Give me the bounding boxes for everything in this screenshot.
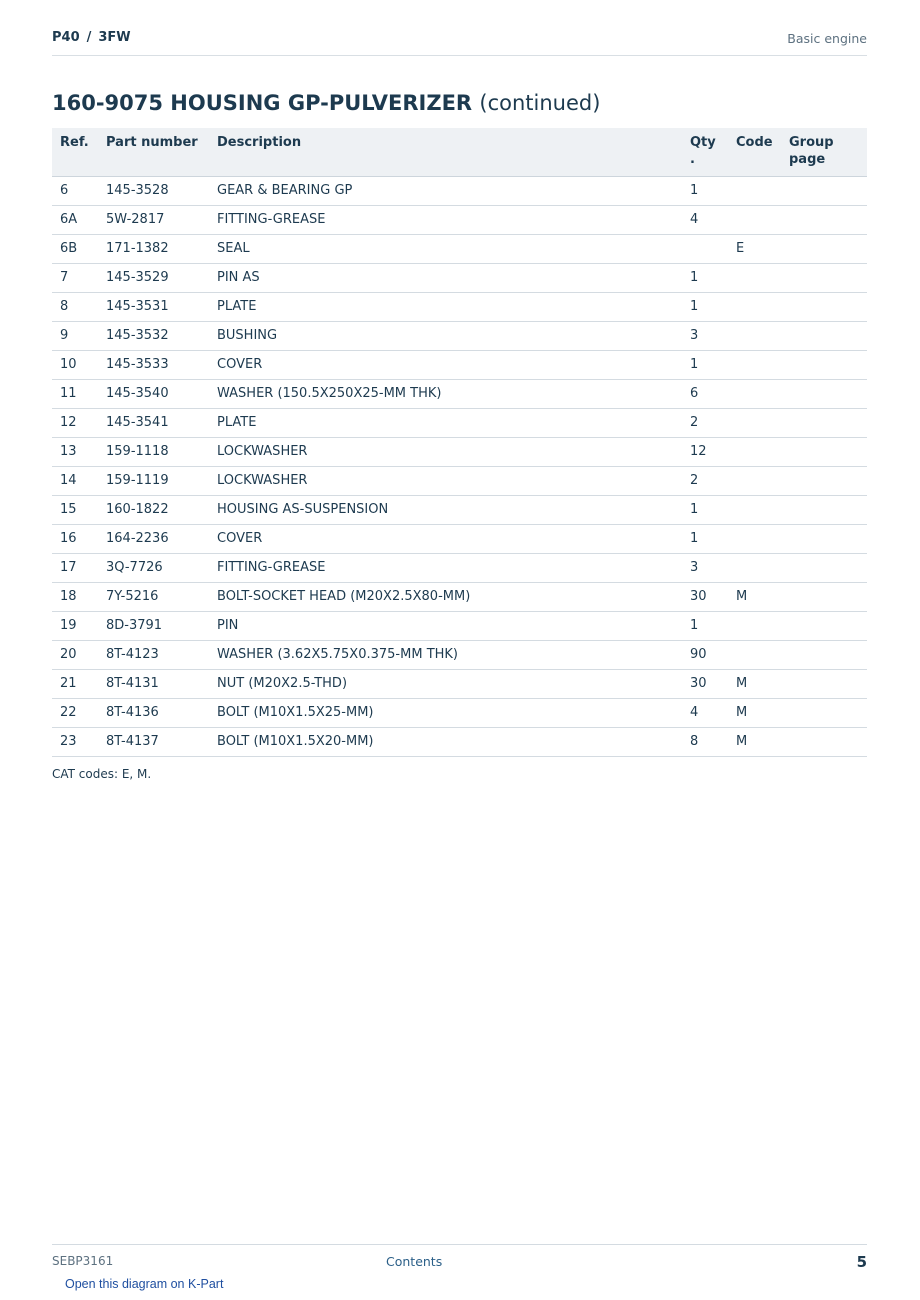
cell-qty: 1 (682, 351, 728, 380)
parts-table-header (52, 128, 867, 177)
table-row (52, 699, 867, 728)
cell-group-page (781, 351, 867, 380)
column-header-group-page: Group page (781, 128, 867, 177)
cell-ref: 22 (52, 699, 98, 728)
cell-qty: 30 (682, 670, 728, 699)
cell-ref: 9 (52, 322, 98, 351)
cell-qty: 6 (682, 380, 728, 409)
cell-part-number: 145-3533 (98, 351, 209, 380)
cell-qty: 1 (682, 612, 728, 641)
cell-qty: 1 (682, 525, 728, 554)
cell-qty: 2 (682, 409, 728, 438)
cell-part-number: 159-1118 (98, 438, 209, 467)
table-row (52, 583, 867, 612)
cell-qty: 2 (682, 467, 728, 496)
cell-ref: 11 (52, 380, 98, 409)
table-row (52, 641, 867, 670)
cell-group-page (781, 496, 867, 525)
table-row (52, 670, 867, 699)
cell-part-number: 8T-4123 (98, 641, 209, 670)
cell-ref: 16 (52, 525, 98, 554)
cell-description: COVER (209, 525, 682, 554)
cell-code (728, 322, 781, 351)
cell-group-page (781, 380, 867, 409)
cell-qty: 1 (682, 264, 728, 293)
cell-ref: 7 (52, 264, 98, 293)
cell-group-page (781, 525, 867, 554)
cell-description: PLATE (209, 293, 682, 322)
cell-ref: 18 (52, 583, 98, 612)
page-title (52, 88, 600, 118)
cell-description: PLATE (209, 409, 682, 438)
cell-part-number: 7Y-5216 (98, 583, 209, 612)
cell-part-number: 8T-4136 (98, 699, 209, 728)
table-row (52, 351, 867, 380)
group-title: 160-9075 HOUSING GP-PULVERIZER (52, 91, 473, 115)
cell-group-page (781, 612, 867, 641)
cell-group-page (781, 554, 867, 583)
cell-ref: 23 (52, 728, 98, 757)
header-row (52, 128, 867, 177)
cell-group-page (781, 177, 867, 206)
cell-code: M (728, 699, 781, 728)
contents-link[interactable]: Contents (386, 1254, 443, 1269)
cell-code: E (728, 235, 781, 264)
cell-code: M (728, 670, 781, 699)
cell-ref: 6 (52, 177, 98, 206)
cell-code (728, 206, 781, 235)
breadcrumb-separator: / (86, 30, 92, 45)
table-row (52, 206, 867, 235)
cell-ref: 6A (52, 206, 98, 235)
cell-ref: 13 (52, 438, 98, 467)
table-row (52, 467, 867, 496)
cell-description: BUSHING (209, 322, 682, 351)
breadcrumb (52, 30, 131, 45)
cell-part-number: 145-3528 (98, 177, 209, 206)
cell-description: SEAL (209, 235, 682, 264)
cell-part-number: 145-3540 (98, 380, 209, 409)
cell-group-page (781, 264, 867, 293)
cell-part-number: 171-1382 (98, 235, 209, 264)
page-number: 5 (856, 1253, 867, 1271)
cell-code (728, 293, 781, 322)
cell-description: PIN (209, 612, 682, 641)
cell-group-page (781, 641, 867, 670)
table-row (52, 380, 867, 409)
table-row (52, 264, 867, 293)
cell-code: M (728, 583, 781, 612)
cell-part-number: 5W-2817 (98, 206, 209, 235)
cell-ref: 14 (52, 467, 98, 496)
cell-description: WASHER (150.5X250X25-MM THK) (209, 380, 682, 409)
cell-part-number: 145-3532 (98, 322, 209, 351)
cell-description: WASHER (3.62X5.75X0.375-MM THK) (209, 641, 682, 670)
cell-group-page (781, 583, 867, 612)
breadcrumb-prefix: 3FW (98, 30, 131, 45)
cell-part-number: 8T-4131 (98, 670, 209, 699)
breadcrumb-model: P40 (52, 30, 80, 45)
column-header-description: Description (209, 128, 682, 177)
cell-description: BOLT (M10X1.5X25-MM) (209, 699, 682, 728)
cell-description: HOUSING AS-SUSPENSION (209, 496, 682, 525)
cell-qty: 3 (682, 554, 728, 583)
cell-part-number: 145-3529 (98, 264, 209, 293)
cell-part-number: 145-3541 (98, 409, 209, 438)
cell-ref: 8 (52, 293, 98, 322)
cell-qty: 4 (682, 206, 728, 235)
table-row (52, 322, 867, 351)
cell-ref: 6B (52, 235, 98, 264)
cell-group-page (781, 467, 867, 496)
page-footer (52, 1244, 867, 1275)
cell-code (728, 612, 781, 641)
cell-qty: 12 (682, 438, 728, 467)
cell-part-number: 145-3531 (98, 293, 209, 322)
cell-ref: 12 (52, 409, 98, 438)
cell-code: M (728, 728, 781, 757)
cell-code (728, 525, 781, 554)
cell-part-number: 159-1119 (98, 467, 209, 496)
table-row (52, 554, 867, 583)
cell-qty (682, 235, 728, 264)
column-header-code: Code (728, 128, 781, 177)
cell-code (728, 554, 781, 583)
cell-group-page (781, 322, 867, 351)
cell-code (728, 380, 781, 409)
open-diagram-kpart-link[interactable]: Open this diagram on K-Part (65, 1277, 224, 1291)
table-row (52, 438, 867, 467)
cell-description: FITTING-GREASE (209, 554, 682, 583)
column-header-ref: Ref. (52, 128, 98, 177)
cell-ref: 10 (52, 351, 98, 380)
cell-description: LOCKWASHER (209, 438, 682, 467)
cell-group-page (781, 206, 867, 235)
cell-qty: 90 (682, 641, 728, 670)
cell-qty: 3 (682, 322, 728, 351)
cell-qty: 8 (682, 728, 728, 757)
cell-code (728, 264, 781, 293)
table-row (52, 409, 867, 438)
column-header-qty: Qty . (682, 128, 728, 177)
cell-description: LOCKWASHER (209, 467, 682, 496)
table-row (52, 235, 867, 264)
cell-group-page (781, 728, 867, 757)
table-row (52, 525, 867, 554)
cell-part-number: 3Q-7726 (98, 554, 209, 583)
cell-code (728, 438, 781, 467)
cell-qty: 1 (682, 177, 728, 206)
cell-group-page (781, 670, 867, 699)
cell-qty: 1 (682, 496, 728, 525)
cell-group-page (781, 235, 867, 264)
table-row (52, 177, 867, 206)
table-row (52, 293, 867, 322)
cell-code (728, 177, 781, 206)
cell-group-page (781, 438, 867, 467)
cell-description: COVER (209, 351, 682, 380)
cell-qty: 30 (682, 583, 728, 612)
document-id: SEBP3161 (52, 1254, 114, 1268)
cell-code (728, 409, 781, 438)
cell-code (728, 496, 781, 525)
page-header (52, 28, 867, 56)
cell-group-page (781, 293, 867, 322)
cell-ref: 15 (52, 496, 98, 525)
parts-table (52, 128, 867, 757)
cell-description: FITTING-GREASE (209, 206, 682, 235)
cell-qty: 4 (682, 699, 728, 728)
cell-description: GEAR & BEARING GP (209, 177, 682, 206)
cell-description: BOLT (M10X1.5X20-MM) (209, 728, 682, 757)
cell-description: PIN AS (209, 264, 682, 293)
table-row (52, 612, 867, 641)
cell-qty: 1 (682, 293, 728, 322)
cell-ref: 19 (52, 612, 98, 641)
cell-ref: 17 (52, 554, 98, 583)
title-continued: (continued) (479, 91, 601, 115)
cell-part-number: 160-1822 (98, 496, 209, 525)
cell-description: BOLT-SOCKET HEAD (M20X2.5X80-MM) (209, 583, 682, 612)
cell-part-number: 8D-3791 (98, 612, 209, 641)
section-name: Basic engine (787, 31, 867, 46)
parts-table-body (52, 177, 867, 757)
cell-group-page (781, 699, 867, 728)
cell-ref: 20 (52, 641, 98, 670)
table-row (52, 728, 867, 757)
cell-description: NUT (M20X2.5-THD) (209, 670, 682, 699)
cell-ref: 21 (52, 670, 98, 699)
cat-codes-note: CAT codes: E, M. (52, 767, 152, 781)
cell-part-number: 164-2236 (98, 525, 209, 554)
cell-code (728, 467, 781, 496)
column-header-part-number: Part number (98, 128, 209, 177)
table-row (52, 496, 867, 525)
cell-code (728, 351, 781, 380)
cell-part-number: 8T-4137 (98, 728, 209, 757)
cell-code (728, 641, 781, 670)
cell-group-page (781, 409, 867, 438)
